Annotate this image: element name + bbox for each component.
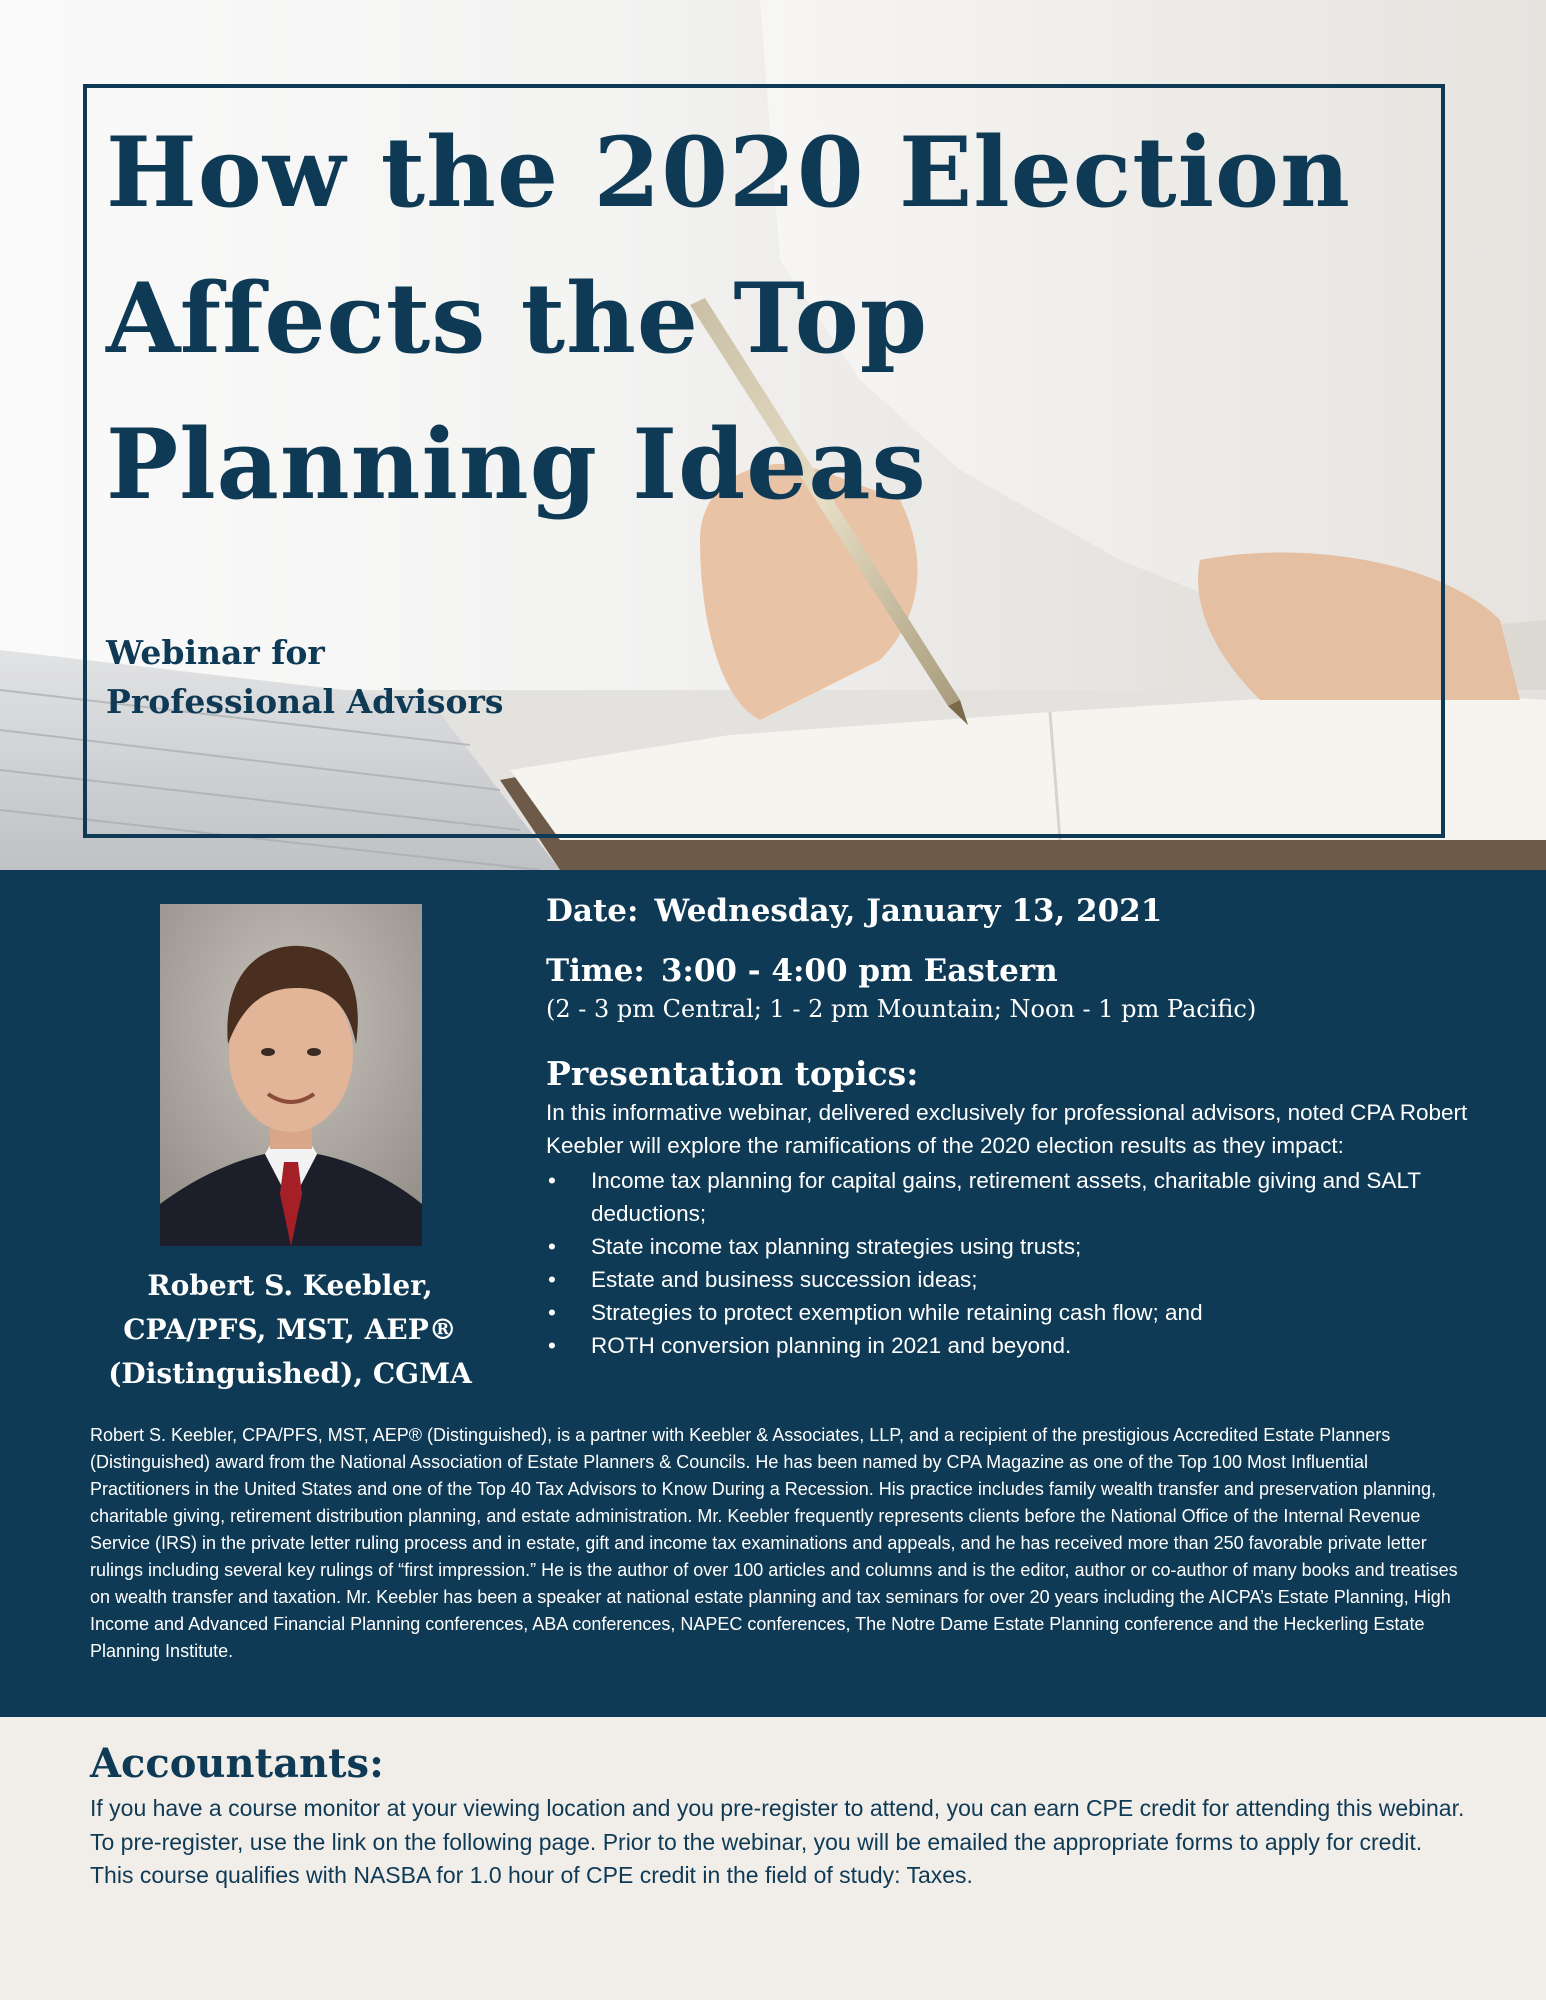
date-value: Wednesday, January 13, 2021 [654,893,1163,929]
topics-list [546,1164,1496,1362]
page-title [106,100,1356,538]
topic-text: Strategies to protect exemption while retaining cash flow; and [591,1300,1203,1325]
bullet: • [548,1333,556,1358]
speaker-portrait [160,904,422,1246]
event-info-panel [0,870,1546,1717]
list-item [546,1296,1496,1329]
page-subtitle [106,628,503,726]
time-zones-note: (2 - 3 pm Central; 1 - 2 pm Mountain; Noon - 1 pm Pacific) [546,995,1257,1023]
hero-banner [0,0,1546,870]
speaker-name-line: CPA/PFS, MST, AEP® [123,1313,457,1346]
subtitle-line: Webinar for [106,633,325,672]
list-item [546,1263,1496,1296]
topics-heading: Presentation topics: [546,1054,919,1093]
accountants-heading: Accountants: [90,1740,384,1787]
list-item [546,1230,1496,1263]
list-item [546,1329,1496,1362]
bullet: • [548,1168,556,1193]
topic-text: State income tax planning strategies using trusts; [591,1234,1082,1259]
speaker-name-line: (Distinguished), CGMA [108,1357,472,1390]
speaker-name [60,1264,520,1396]
event-date [546,890,1496,932]
speaker-name-line: Robert S. Keebler, [147,1269,433,1302]
event-time [546,950,1496,992]
time-label: Time: [546,953,645,989]
topic-text: Estate and business succession ideas; [591,1267,978,1292]
topics-intro: In this informative webinar, delivered exclusively for professional advisors, noted CPA Robert Keebler will explore the ramifications of the 2020 election results as they impact: [546,1100,1468,1158]
topic-text: ROTH conversion planning in 2021 and beyond. [591,1333,1072,1358]
speaker-bio: Robert S. Keebler, CPA/PFS, MST, AEP® (Distinguished), is a partner with Keebler & Associates, LLP, and a recipient of the prestigious Accredited Estate Planners (Distinguished) award from the National Association of Estate Planners & Councils. He has been named by CPA Magazine as one of the Top 100 Most Influential Practitioners in the United States and one of the Top 40 Tax Advisors to Know During a Recession. His practice includes family wealth transfer and preservation planning, charitable giving, retirement distribution planning, and estate administration. Mr. Keebler frequently represents clients before the National Office of the Internal Revenue Service (IRS) in the private letter ruling process and in estate, gift and income tax examinations and appeals, and he has received more than 250 favorable private letter rulings including several key rulings of “first impression.” He is the author of over 100 articles and columns and is the editor, author or co-author of many books and treatises on wealth transfer and taxation. Mr. Keebler has been a speaker at national estate planning and tax seminars for over 20 years including the AICPA’s Estate Planning, High Income and Advanced Financial Planning conferences, ABA conferences, NAPEC conferences, The Notre Dame Estate Planning conference and the Heckerling Estate Planning Institute. [90,1425,1458,1661]
bullet: • [548,1267,556,1292]
title-line: How the 2020 Election [106,116,1351,229]
bullet: • [548,1234,556,1259]
list-item [546,1164,1496,1230]
accountants-section [90,1738,1470,1893]
bullet: • [548,1300,556,1325]
accountants-text: If you have a course monitor at your viewing location and you pre-register to attend, you can earn CPE credit for attending this webinar. To pre-register, use the link on the following page. Prior to the webinar, you will be emailed the appropriate forms to apply for credit. This course qualifies with NASBA for 1.0 hour of CPE credit in the field of study: Taxes. [90,1795,1465,1888]
subtitle-line: Professional Advisors [106,682,504,721]
title-line: Affects the Top [106,262,928,375]
time-value: 3:00 - 4:00 pm Eastern [660,953,1058,989]
event-details [546,890,1496,1362]
title-line: Planning Ideas [106,408,927,521]
date-label: Date: [546,893,639,929]
topic-text: Income tax planning for capital gains, retirement assets, charitable giving and SALT deductions; [591,1168,1421,1226]
